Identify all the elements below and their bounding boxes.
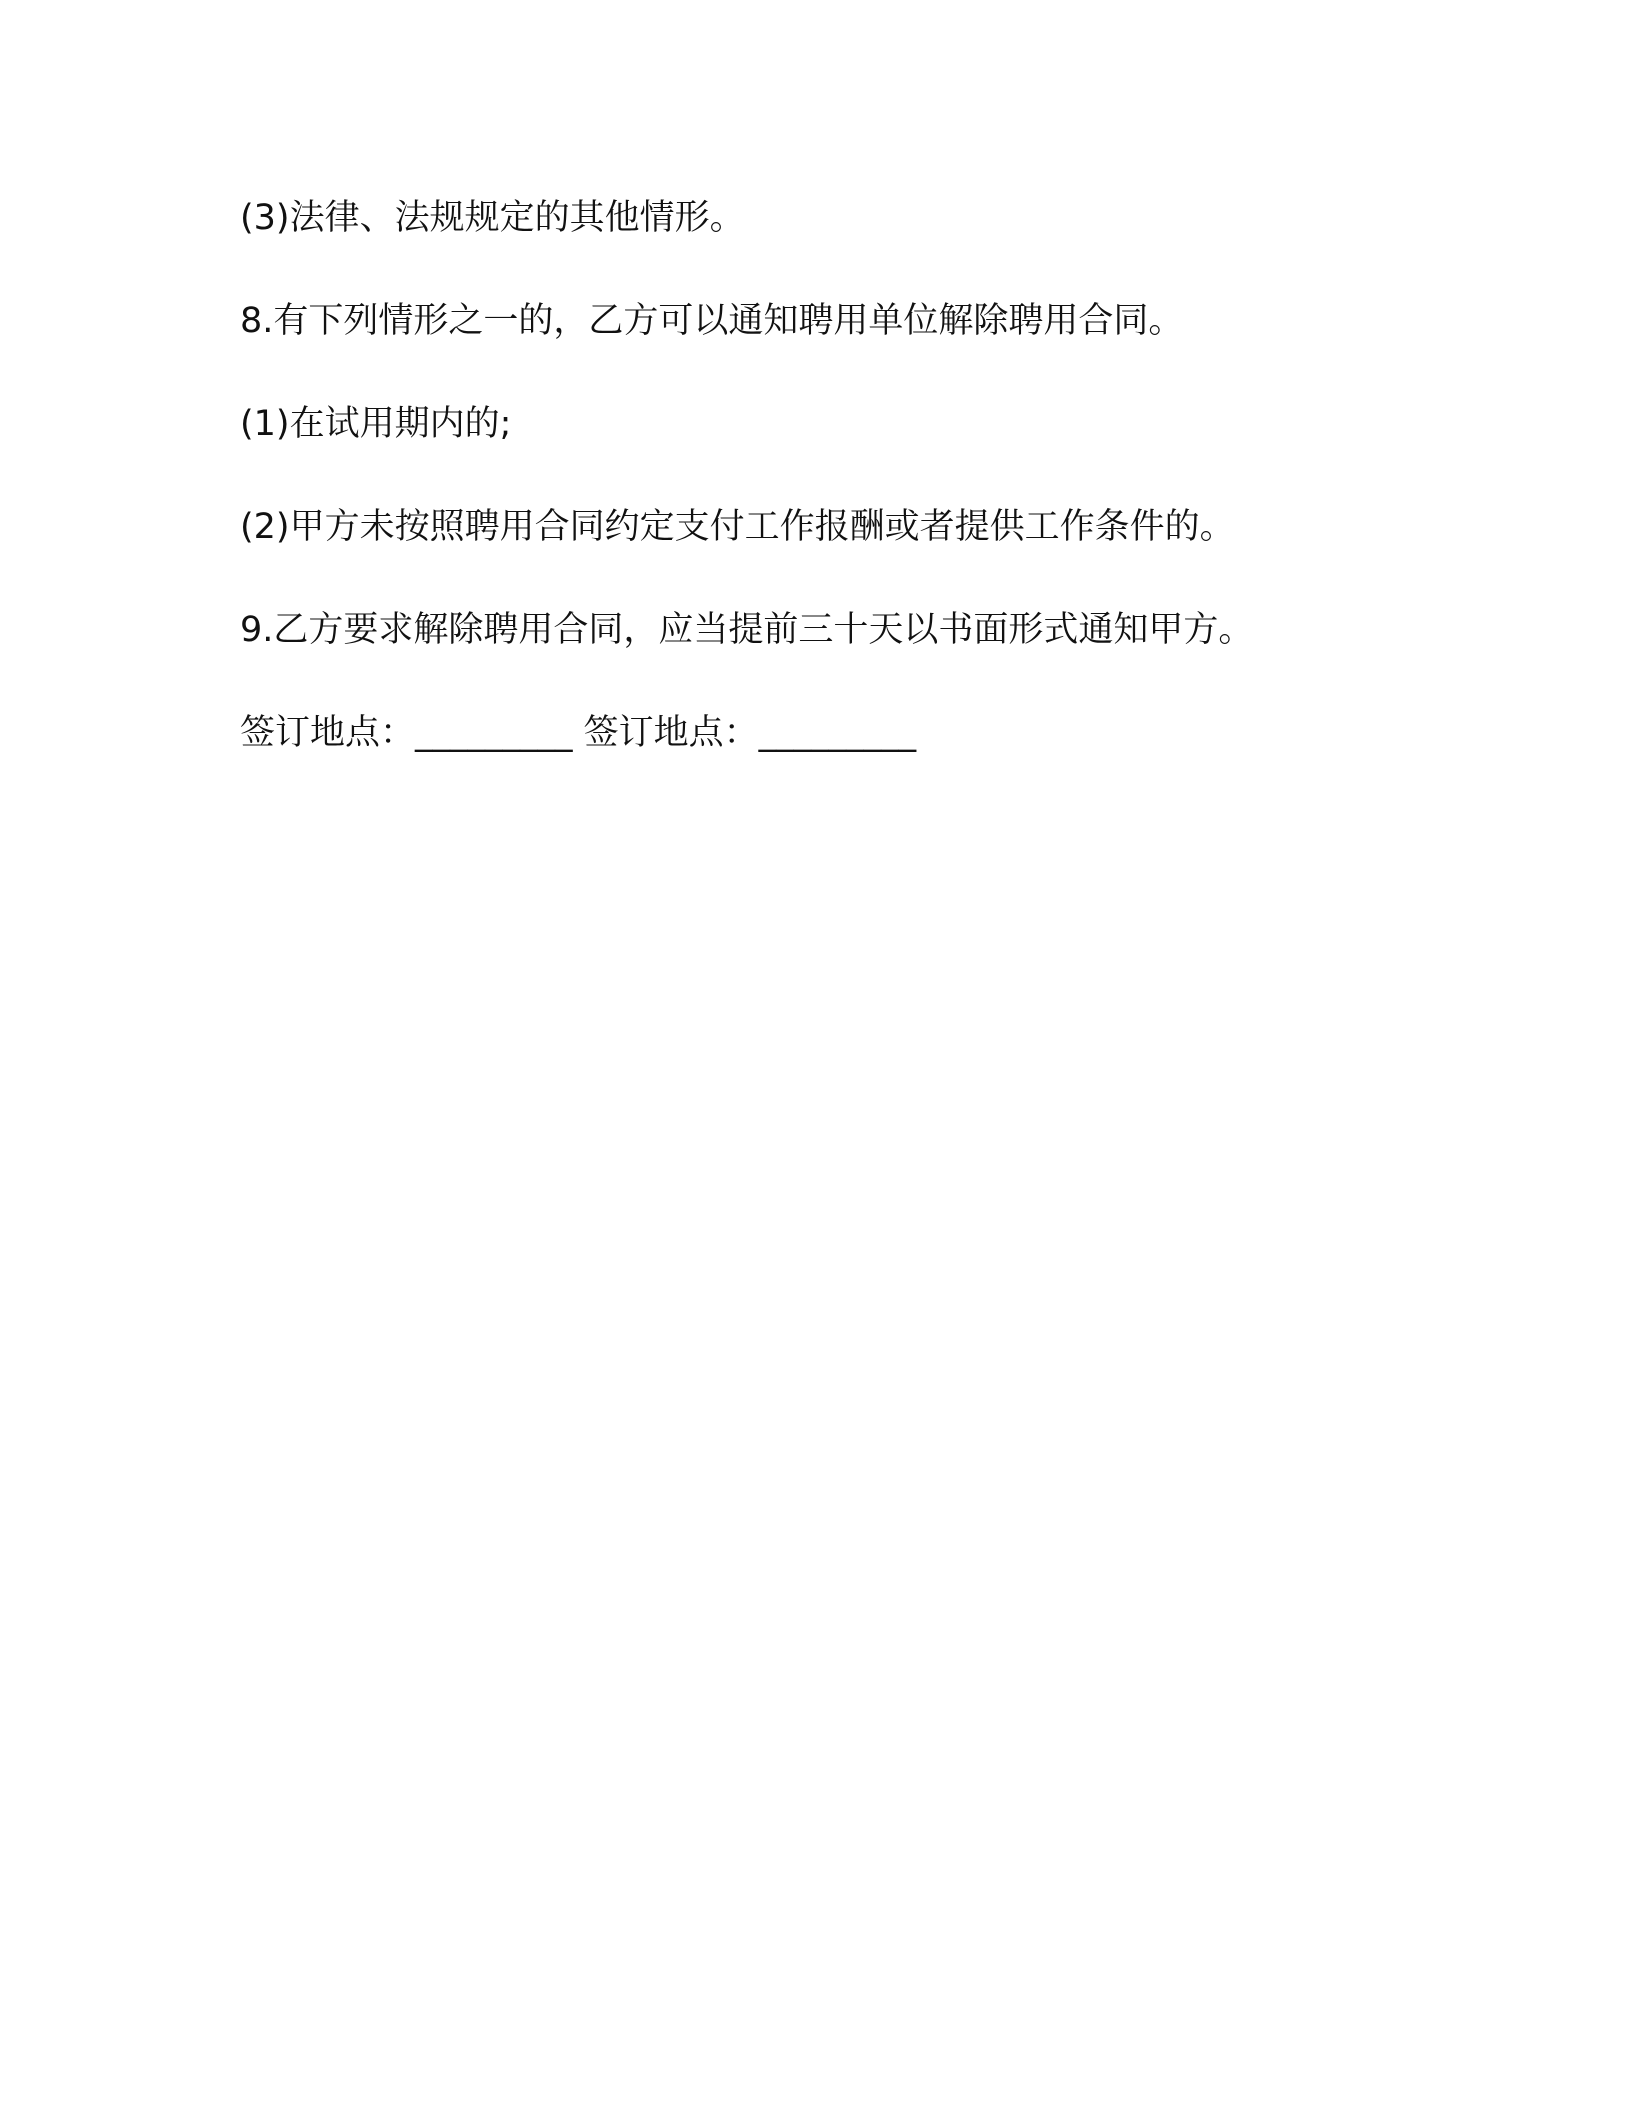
clause-3-other-circumstances: (3)法律、法规规定的其他情形。 <box>240 198 745 238</box>
document-body <box>240 193 1440 758</box>
clause-8-item-1: (1)在试用期内的; <box>240 404 512 444</box>
clause-8-item-2: (2)甲方未按照聘用合同约定支付工作报酬或者提供工作条件的。 <box>240 507 1235 547</box>
clause-9: 9.乙方要求解除聘用合同，应当提前三十天以书面形式通知甲方。 <box>240 610 1254 650</box>
clause-8-heading: 8.有下列情形之一的，乙方可以通知聘用单位解除聘用合同。 <box>240 301 1184 341</box>
signing-location-line: 签订地点：_________ 签订地点：_________ <box>240 713 917 753</box>
